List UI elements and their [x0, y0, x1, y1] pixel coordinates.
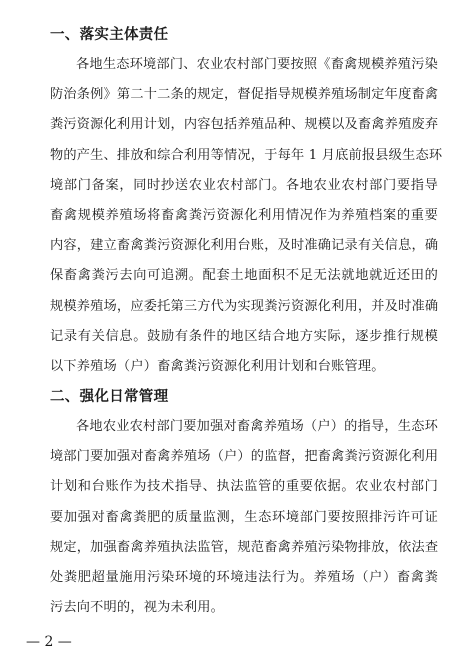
paragraph-line: 要加强对畜禽粪肥的质量监测，生态环境部门要按照排污许可证 [50, 509, 438, 525]
document-body [50, 20, 443, 623]
paragraph-line: 记录有关信息。鼓励有条件的地区结合地方实际，逐步推行规模 [50, 328, 438, 344]
paragraph-line: 物的产生、排放和综合利用等情况，于每年 1 月底前报县级生态环 [50, 147, 443, 163]
section-body-2 [50, 412, 438, 623]
paragraph-line: 防治条例》第二十二条的规定，督促指导规模养殖场制定年度畜禽 [50, 87, 439, 103]
paragraph-line: 各地生态环境部门、农业农村部门要按照《畜禽规模养殖污染 [76, 57, 438, 72]
paragraph-line: 粪污资源化利用计划，内容包括养殖品种、规模以及畜禽养殖废弃 [50, 117, 439, 133]
section-heading-1: 一、落实主体责任 [50, 27, 169, 43]
section-body-1 [50, 50, 443, 382]
page-number: — 2 — [26, 634, 72, 650]
paragraph-line: 处粪肥超量施用污染环境的环境违法行为。养殖场（户）畜禽粪 [50, 570, 438, 585]
paragraph-line: 内容，建立畜禽粪污资源化利用台账，及时准确记录有关信息，确 [50, 238, 439, 254]
paragraph-line: 规定，加强畜禽养殖执法监管，规范畜禽养殖污染物排放，依法查 [50, 539, 439, 555]
paragraph-line: 保畜禽粪污去向可追溯。配套土地面积不足无法就地就近还田的 [50, 268, 438, 284]
paragraph-line: 计划和台账作为技术指导、执法监管的重要依据。农业农村部门 [50, 479, 438, 495]
paragraph-line: 污去向不明的，视为未利用。 [50, 600, 225, 616]
paragraph-line: 境部门要加强对畜禽养殖场（户）的监督，把畜禽粪污资源化利用 [50, 449, 439, 465]
section-heading-2: 二、强化日常管理 [50, 389, 169, 406]
paragraph-line: 境部门备案，同时抄送农业农村部门。各地农业农村部门要指导 [50, 177, 438, 193]
paragraph-line: 各地农业农村部门要加强对畜禽养殖场（户）的指导，生态环 [76, 419, 438, 435]
paragraph-line: 畜禽规模养殖场将畜禽粪污资源化利用情况作为养殖档案的重要 [50, 207, 438, 223]
paragraph-line: 以下养殖场（户）畜禽粪污资源化利用计划和台账管理。 [50, 358, 385, 374]
paragraph-line: 规模养殖场，应委托第三方代为实现粪污资源化利用，并及时准确 [50, 298, 439, 314]
